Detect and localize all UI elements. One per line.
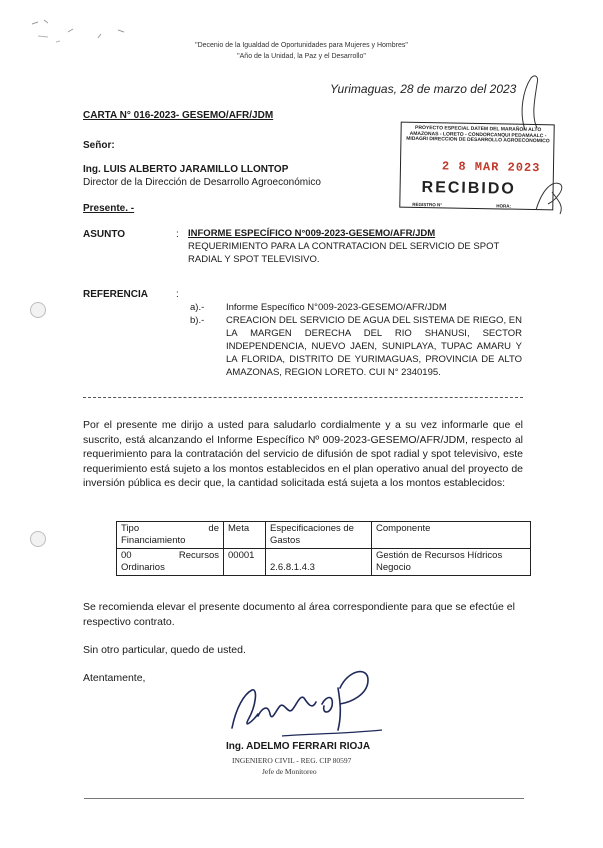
table-header-cell: Tipo de Financiamiento <box>117 522 224 549</box>
recipient-role: Director de la Dirección de Desarrollo Agroeconómico <box>83 177 321 188</box>
salutation: Señor: <box>83 140 115 151</box>
punch-hole-top <box>30 302 46 318</box>
place-date: Yurimaguas, 28 de marzo del 2023 <box>330 82 517 96</box>
referencia-label: REFERENCIA <box>83 289 149 300</box>
reference-b-letter: b).- <box>190 315 205 326</box>
signer-title: INGENIERO CIVIL - REG. CIP 80597 <box>232 756 352 765</box>
table-cell: Gestión de Recursos Hídricos Negocio <box>372 549 531 576</box>
table-header-cell: Meta <box>224 522 266 549</box>
signer-name: Ing. ADELMO FERRARI RIOJA <box>226 741 371 752</box>
stamp-hora: HORA: <box>496 203 512 209</box>
table-header-row <box>117 522 531 549</box>
recipient-name: Ing. LUIS ALBERTO JARAMILLO LLONTOP <box>83 164 289 175</box>
stamp-initials <box>530 170 570 220</box>
table-cell: 2.6.8.1.4.3 <box>266 549 372 576</box>
table-header-cell: Especificaciones de Gastos <box>266 522 372 549</box>
asunto-label: ASUNTO <box>83 229 126 240</box>
punch-hole-bottom <box>30 531 46 547</box>
closing-line: Sin otro particular, quedo de usted. <box>83 644 246 656</box>
letter-number: CARTA N° 016-2023- GESEMO/AFR/JDM <box>83 110 274 121</box>
reference-b-text: CREACION DEL SERVICIO DE AGUA DEL SISTEMA DE RIEGO, EN LA MARGEN DERECHA DEL RIO SHANUSI, SECTOR INDEPENDENCIA, NUEVO JAEN, SUNIPLAYA, TUPAC AMARU Y LA FLORIDA, DISTRITO DE YURIMAGUAS, PROVINCIA DE ALTO AMAZONAS, REGION LORETO. CUI N° 2340195. <box>226 315 522 378</box>
reference-a-letter: a).- <box>190 302 205 313</box>
budget-table <box>116 521 531 576</box>
table-row <box>117 549 531 576</box>
motto-decade: "Decenio de la Igualdad de Oportunidades para Mujeres y Hombres" <box>195 42 408 49</box>
signer-role: Jefe de Monitoreo <box>262 767 317 776</box>
table-header-cell: Componente <box>372 522 531 549</box>
table-cell: 00 Recursos Ordinarios <box>117 549 224 576</box>
stamp-header: PROYECTO ESPECIAL DATEM DEL MARAÑON ALTO AMAZONAS - LORETO - CONDORCANQUI PEDAMAALC - MIDAGRI DIRECCION DE DESARROLLO AGROECONOMICO <box>406 124 550 145</box>
table-cell: 00001 <box>224 549 266 576</box>
sign-off: Atentamente, <box>83 672 146 684</box>
stamp-label: RECIBIDO <box>421 179 516 198</box>
motto-year: "Año de la Unidad, la Paz y el Desarrollo" <box>237 53 366 60</box>
asunto-title: INFORME ESPECÍFICO N°009-2023-GESEMO/AFR/JDM <box>188 228 436 239</box>
section-divider <box>83 397 523 398</box>
body-paragraph-2: Se recomienda elevar el presente documento al área correspondiente para que se efectúe el respectivo contrato. <box>83 601 515 628</box>
referencia-colon: : <box>176 289 179 300</box>
signature-scribble <box>222 650 392 750</box>
presente: Presente. - <box>83 203 135 214</box>
stamp-registro: REGISTRO N° <box>412 201 443 208</box>
asunto-colon: : <box>176 229 179 240</box>
reference-a-text: Informe Específico N°009-2023-GESEMO/AFR/JDM <box>226 302 447 313</box>
stamp-date: 2 8 MAR 2023 <box>441 159 541 176</box>
asunto-text: REQUERIMIENTO PARA LA CONTRATACION DEL SERVICIO DE SPOT RADIAL Y SPOT TELEVISIVO. <box>188 241 500 265</box>
header-mottos <box>0 40 603 62</box>
body-paragraph-1: Por el presente me dirijo a usted para saludarlo cordialmente y a su vez informarle que el suscrito, está alcanzando el Informe Específico Nº 009-2023-GESEMO/AFR/JDM, respecto al requerimiento para la contratación del servicio de difusión de spot radial y spot televisivo, este requerimiento está sujeto a los montos establecidos en el plan operativo anual del proyecto de inversión pública es decir que, la cantidad solicitada está sujeta a los montos establecidos: <box>83 419 523 490</box>
footer-line <box>84 798 524 799</box>
